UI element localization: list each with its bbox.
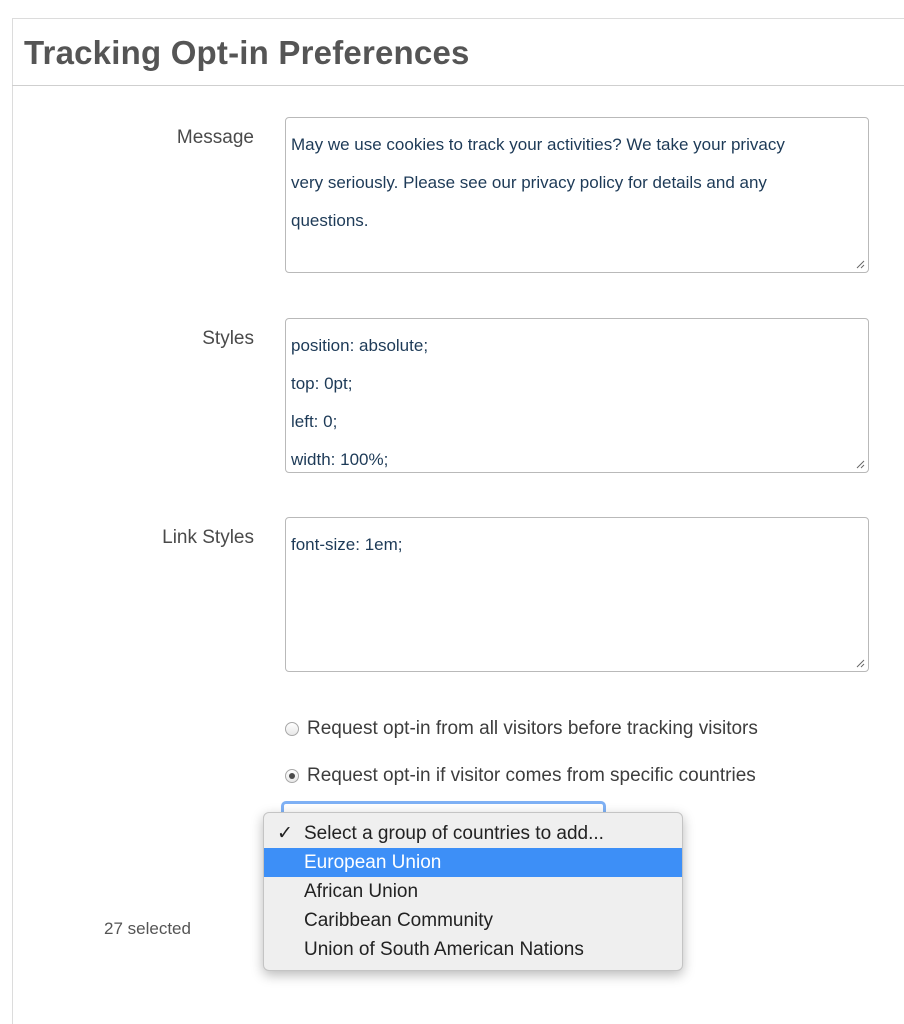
- menu-item-unasur[interactable]: [264, 935, 682, 964]
- menu-item-label: Select a group of countries to add...: [304, 823, 604, 844]
- styles-line: position: absolute;: [291, 336, 429, 355]
- country-group-dropdown-menu: [263, 812, 683, 971]
- message-textarea[interactable]: [285, 117, 869, 273]
- message-line: May we use cookies to track your activities? We take your privacy: [291, 135, 785, 154]
- menu-item-european-union[interactable]: [264, 848, 682, 877]
- message-label: Message: [176, 127, 254, 148]
- resize-grip-icon[interactable]: [855, 259, 865, 269]
- styles-line: top: 0pt;: [291, 374, 353, 393]
- menu-item-caribbean-community[interactable]: [264, 906, 682, 935]
- page-title: Tracking Opt-in Preferences: [24, 34, 470, 71]
- menu-item-label: African Union: [304, 881, 419, 902]
- selected-count: 27 selected: [104, 919, 191, 938]
- radio-all-visitors[interactable]: [285, 722, 299, 736]
- menu-item-african-union[interactable]: [264, 877, 682, 906]
- message-line: questions.: [291, 211, 369, 230]
- checkmark-icon: ✓: [277, 823, 293, 844]
- menu-item-label: European Union: [304, 852, 442, 873]
- message-line: very seriously. Please see our privacy policy for details and any: [291, 173, 767, 192]
- styles-label: Styles: [202, 328, 254, 349]
- link-styles-label: Link Styles: [162, 527, 254, 548]
- resize-grip-icon[interactable]: [855, 658, 865, 668]
- menu-item-label: Caribbean Community: [304, 910, 494, 931]
- resize-grip-icon[interactable]: [855, 459, 865, 469]
- optin-specific-countries-option[interactable]: [285, 765, 756, 787]
- optin-all-visitors-option[interactable]: [285, 718, 758, 740]
- styles-line: left: 0;: [291, 412, 338, 431]
- styles-line: width: 100%;: [291, 450, 389, 469]
- radio-specific-countries[interactable]: [285, 769, 299, 783]
- link-styles-line: font-size: 1em;: [291, 535, 403, 554]
- styles-textarea[interactable]: [285, 318, 869, 473]
- optin-all-visitors-label: Request opt-in from all visitors before tracking visitors: [307, 718, 758, 739]
- optin-specific-countries-label: Request opt-in if visitor comes from specific countries: [307, 765, 756, 786]
- menu-item-select-prompt[interactable]: [264, 819, 682, 848]
- menu-item-label: Union of South American Nations: [304, 939, 584, 960]
- title-divider: [12, 85, 904, 86]
- link-styles-textarea[interactable]: [285, 517, 869, 672]
